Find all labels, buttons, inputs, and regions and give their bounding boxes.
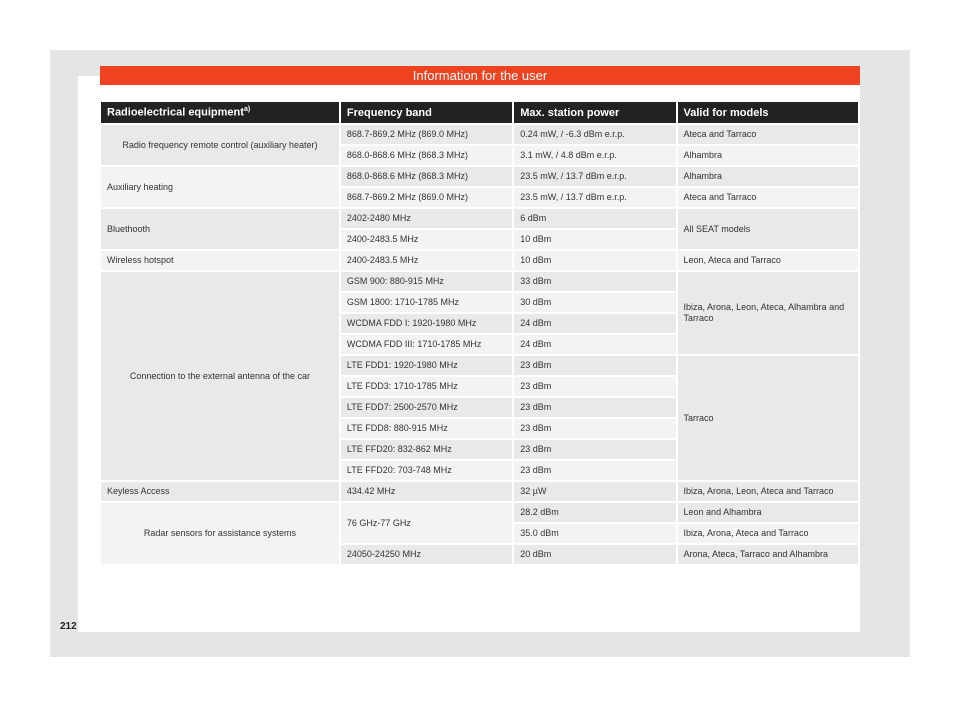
models-cell: Arona, Ateca, Tarraco and Alhambra	[678, 545, 858, 564]
radio-equipment-table	[99, 100, 860, 566]
table-header-row	[101, 102, 858, 123]
col-header-models: Valid for models	[678, 102, 858, 123]
power-cell: 24 dBm	[514, 314, 675, 333]
equipment-cell: Keyless Access	[101, 482, 339, 501]
power-cell: 10 dBm	[514, 251, 675, 270]
models-cell: Ateca and Tarraco	[678, 188, 858, 207]
band-cell: 76 GHz-77 GHz	[341, 503, 512, 543]
models-cell: Ibiza, Arona, Leon, Ateca and Tarraco	[678, 482, 858, 501]
table-row	[101, 209, 858, 228]
band-cell: 868.0-868.6 MHz (868.3 MHz)	[341, 167, 512, 186]
band-cell: LTE FDD7: 2500-2570 MHz	[341, 398, 512, 417]
power-cell: 23 dBm	[514, 398, 675, 417]
power-cell: 33 dBm	[514, 272, 675, 291]
band-cell: 868.0-868.6 MHz (868.3 MHz)	[341, 146, 512, 165]
band-cell: WCDMA FDD I: 1920-1980 MHz	[341, 314, 512, 333]
table-row	[101, 125, 858, 144]
equipment-cell: Radio frequency remote control (auxiliary heater)	[101, 125, 339, 165]
power-cell: 24 dBm	[514, 335, 675, 354]
equipment-cell: Wireless hotspot	[101, 251, 339, 270]
band-cell: 868.7-869.2 MHz (869.0 MHz)	[341, 188, 512, 207]
table-row	[101, 251, 858, 270]
band-cell: 2400-2483.5 MHz	[341, 251, 512, 270]
equipment-cell: Auxiliary heating	[101, 167, 339, 207]
power-cell: 6 dBm	[514, 209, 675, 228]
equipment-cell: Connection to the external antenna of the car	[101, 272, 339, 480]
power-cell: 3.1 mW, / 4.8 dBm e.r.p.	[514, 146, 675, 165]
models-cell: Alhambra	[678, 146, 858, 165]
models-cell: Leon and Alhambra	[678, 503, 858, 522]
col-header-frequency: Frequency band	[341, 102, 512, 123]
band-cell: 868.7-869.2 MHz (869.0 MHz)	[341, 125, 512, 144]
band-cell: 434.42 MHz	[341, 482, 512, 501]
col-header-equipment: Radioelectrical equipment$^{a)}$	[101, 102, 339, 123]
power-cell: 28.2 dBm	[514, 503, 675, 522]
band-cell: LTE FFD20: 832-862 MHz	[341, 440, 512, 459]
power-cell: 35.0 dBm	[514, 524, 675, 543]
section-header: Information for the user	[100, 66, 860, 85]
band-cell: LTE FDD3: 1710-1785 MHz	[341, 377, 512, 396]
band-cell: GSM 900: 880-915 MHz	[341, 272, 512, 291]
power-cell: 23 dBm	[514, 356, 675, 375]
models-cell: Alhambra	[678, 167, 858, 186]
band-cell: 2402-2480 MHz	[341, 209, 512, 228]
band-cell: LTE FDD1: 1920-1980 MHz	[341, 356, 512, 375]
models-cell: Ateca and Tarraco	[678, 125, 858, 144]
col-header-power: Max. station power	[514, 102, 675, 123]
models-cell: Tarraco	[678, 356, 858, 480]
equipment-cell: Bluethooth	[101, 209, 339, 249]
power-cell: 0.24 mW, / -6.3 dBm e.r.p.	[514, 125, 675, 144]
power-cell: 23.5 mW, / 13.7 dBm e.r.p.	[514, 188, 675, 207]
power-cell: 32 µW	[514, 482, 675, 501]
band-cell: WCDMA FDD III: 1710-1785 MHz	[341, 335, 512, 354]
table-row	[101, 167, 858, 186]
page-number: 212	[60, 621, 77, 632]
table-row	[101, 272, 858, 291]
power-cell: 23 dBm	[514, 440, 675, 459]
models-cell: All SEAT models	[678, 209, 858, 249]
band-cell: GSM 1800: 1710-1785 MHz	[341, 293, 512, 312]
models-cell: Ibiza, Arona, Leon, Ateca, Alhambra and Tarraco	[678, 272, 858, 354]
table-row	[101, 503, 858, 522]
equipment-cell: Radar sensors for assistance systems	[101, 503, 339, 564]
power-cell: 10 dBm	[514, 230, 675, 249]
power-cell: 20 dBm	[514, 545, 675, 564]
table-row	[101, 482, 858, 501]
power-cell: 23 dBm	[514, 419, 675, 438]
power-cell: 30 dBm	[514, 293, 675, 312]
models-cell: Ibiza, Arona, Ateca and Tarraco	[678, 524, 858, 543]
power-cell: 23 dBm	[514, 461, 675, 480]
power-cell: 23.5 mW, / 13.7 dBm e.r.p.	[514, 167, 675, 186]
power-cell: 23 dBm	[514, 377, 675, 396]
band-cell: LTE FDD8: 880-915 MHz	[341, 419, 512, 438]
band-cell: 24050-24250 MHz	[341, 545, 512, 564]
band-cell: LTE FFD20: 703-748 MHz	[341, 461, 512, 480]
models-cell: Leon, Ateca and Tarraco	[678, 251, 858, 270]
band-cell: 2400-2483.5 MHz	[341, 230, 512, 249]
